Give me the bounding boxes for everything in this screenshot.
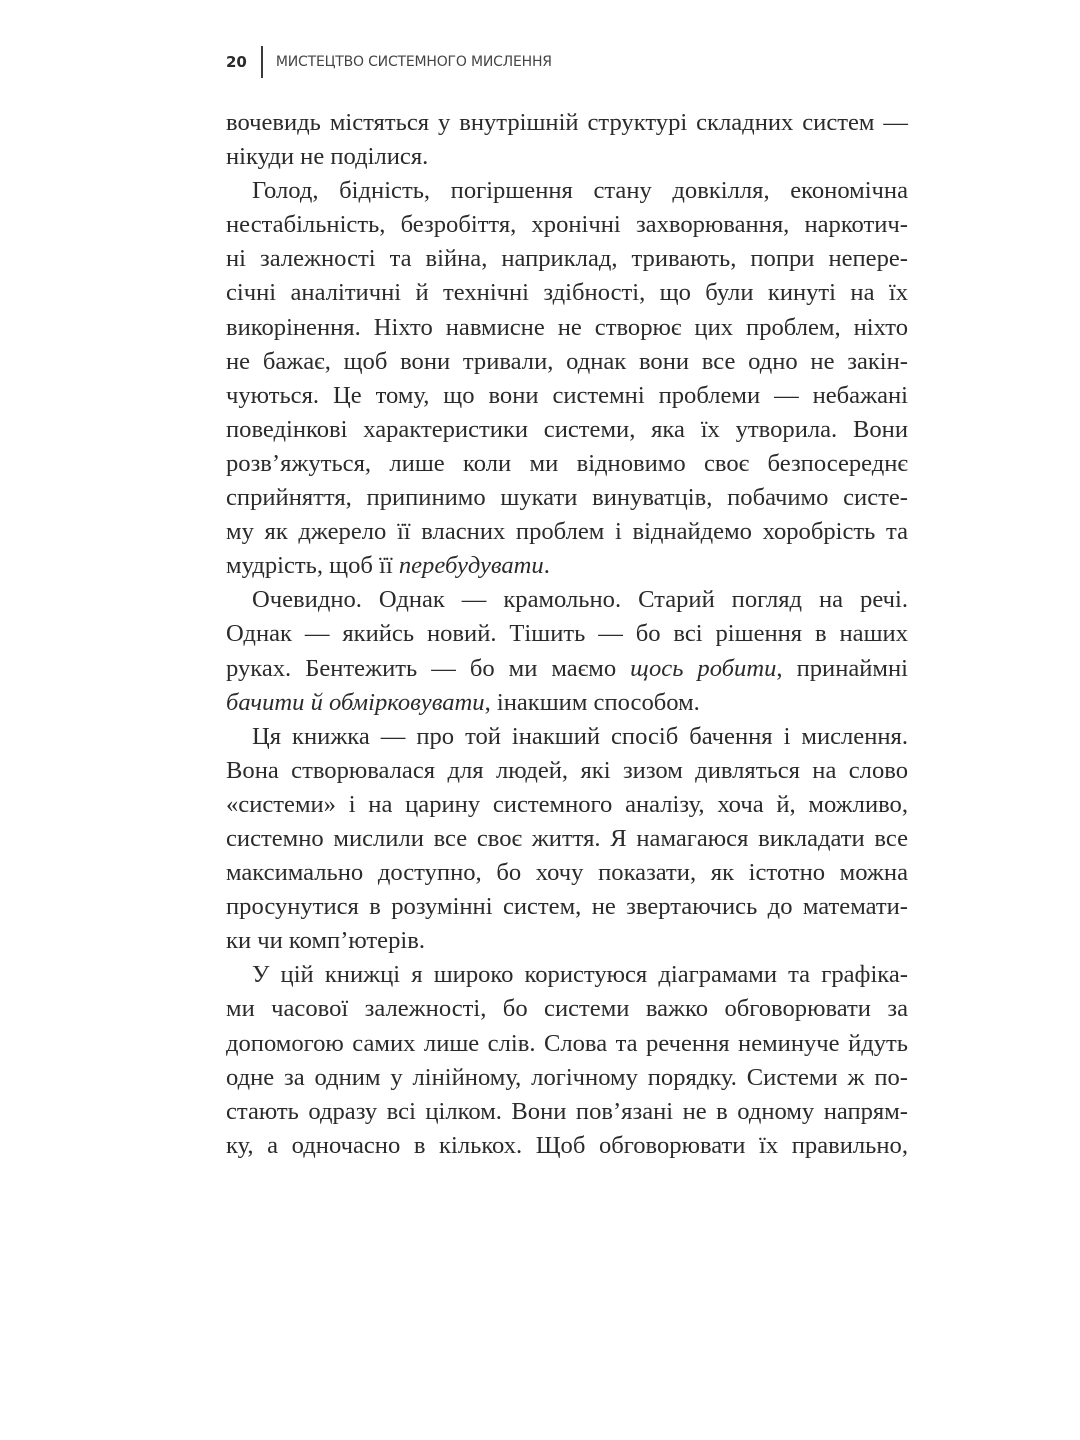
paragraph xyxy=(226,583,908,719)
text-line: «системи» і на царину системного аналізу, хоча й, можливо, xyxy=(226,790,908,818)
text-line: Ця книжка — про той інакший спосіб бачення і мислення. xyxy=(252,722,908,750)
text-line: Вона створювалася для людей, які зизом дивляться на слово xyxy=(226,756,908,784)
text-run: мудрість, щоб її xyxy=(226,552,399,580)
text-line: просунутися в розумінні систем, не звертаючись до математи- xyxy=(226,893,908,921)
running-head xyxy=(226,46,552,78)
paragraph xyxy=(226,174,908,583)
text-line xyxy=(226,686,908,720)
paragraph xyxy=(226,958,908,1163)
text-line: ми часової залежності, бо системи важко обговорювати за xyxy=(226,995,908,1023)
text-line: не бажає, щоб вони тривали, однак вони все одно не закін- xyxy=(226,347,908,375)
page-number: 20 xyxy=(226,53,247,71)
text-line: Очевидно. Однак — крамольно. Старий погляд на речі. xyxy=(252,586,908,614)
text-line: одне за одним у лінійному, логічному порядку. Системи ж по- xyxy=(226,1063,908,1091)
text-line: січні аналітичні й технічні здібності, що були кинуті на їх xyxy=(226,279,908,307)
text-run: , інакшим способом. xyxy=(484,688,700,716)
text-line: системно мислили все своє життя. Я намагаюся викладати все xyxy=(226,824,908,852)
text-line: ки чи комп’ютерів. xyxy=(226,927,425,955)
book-title: МИСТЕЦТВО СИСТЕМНОГО МИСЛЕННЯ xyxy=(275,54,552,70)
text-line: Голод, бідність, погіршення стану довкілля, економічна xyxy=(252,177,908,205)
text-run: руках. Бентежить — бо ми маємо xyxy=(226,654,631,682)
text-line: викорінення. Ніхто навмисне не створює цих проблем, ніхто xyxy=(226,313,908,341)
text-line: нікуди не поділися. xyxy=(226,143,429,171)
italic-emphasis: бачити й обмірковувати xyxy=(226,688,485,716)
text-run: . xyxy=(543,552,550,580)
italic-emphasis: перебудувати xyxy=(398,552,544,580)
text-line: стають одразу всі цілком. Вони пов’язані не в одному напрям- xyxy=(226,1097,908,1125)
text-line: вочевидь містяться у внутрішній структурі складних систем — xyxy=(226,109,908,136)
text-run: , принаймні xyxy=(776,654,908,682)
body-text xyxy=(226,106,908,1163)
text-line: максимально доступно, бо хочу показати, як істотно можна xyxy=(226,859,908,887)
text-line: допомогою самих лише слів. Слова та речення неминуче йдуть xyxy=(226,1029,908,1057)
text-line: поведінкові характеристики системи, яка їх утворила. Вони xyxy=(226,415,908,443)
text-line: сприйняття, припинимо шукати винуватців, побачимо систе- xyxy=(226,484,908,512)
text-line: У цій книжці я широко користуюся діаграмами та графіка- xyxy=(252,961,908,989)
header-divider xyxy=(261,46,263,78)
paragraph xyxy=(226,720,908,959)
text-line xyxy=(226,652,908,686)
text-line: розв’яжуться, лише коли ми відновимо своє безпосереднє xyxy=(226,449,908,477)
text-line: му як джерело її власних проблем і віднайдемо хоробрість та xyxy=(226,518,908,546)
text-line xyxy=(226,549,908,583)
text-line: Однак — якийсь новий. Тішить — бо всі рішення в наших xyxy=(226,620,908,648)
text-line: нестабільність, безробіття, хронічні захворювання, наркотич- xyxy=(226,211,908,239)
text-line: чуються. Це тому, що вони системні проблеми — небажані xyxy=(226,381,908,409)
text-line: ку, а одночасно в кількох. Щоб обговорювати їх правильно, xyxy=(226,1131,908,1159)
italic-emphasis: щось робити xyxy=(630,654,777,682)
paragraph-continued xyxy=(226,106,908,174)
text-line: ні залежності та війна, наприклад, тривають, попри непере- xyxy=(226,245,908,273)
